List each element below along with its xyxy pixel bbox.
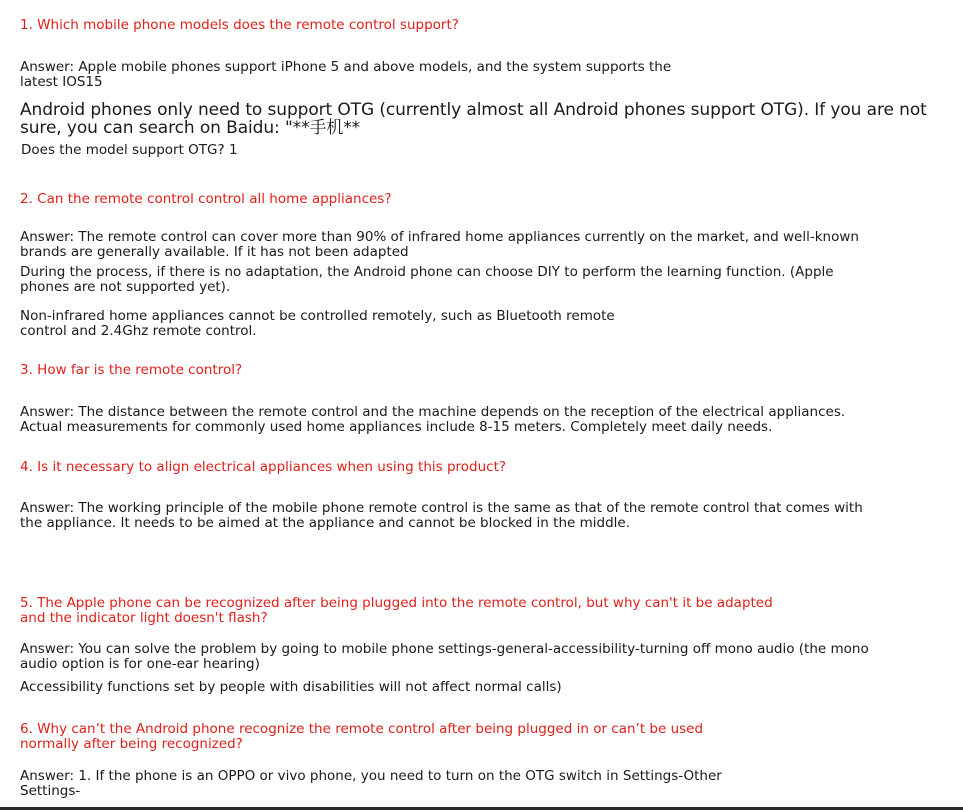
faq-answer-1-part-3: Does the model support OTG? 1: [21, 142, 238, 158]
faq-answer-6: Answer: 1. If the phone is an OPPO or vivo phone, you need to turn on the OTG switch in Settings-Other Settings-: [20, 768, 722, 799]
faq-answer-4: Answer: The working principle of the mobile phone remote control is the same as that of the remote control that comes with the appliance. It needs to be aimed at the appliance and cannot be blocked in the middle.: [20, 500, 863, 531]
faq-answer-3: Answer: The distance between the remote control and the machine depends on the reception of the electrical appliances. Actual measurements for commonly used home appliances include 8-15 meters. Completely meet daily needs.: [20, 404, 846, 435]
faq-answer-2-part-1: Answer: The remote control can cover more than 90% of infrared home appliances currently on the market, and well-known brands are generally available. If it has not been adapted: [20, 229, 859, 260]
faq-question-6: 6. Why can’t the Android phone recognize the remote control after being plugged in or can’t be used normally after being recognized?: [20, 721, 704, 752]
faq-answer-5-part-2: Accessibility functions set by people with disabilities will not affect normal calls): [20, 679, 562, 695]
faq-answer-1-part-2: Android phones only need to support OTG (currently almost all Android phones support OTG). If you are not sure, you can search on Baidu: "**手机**: [20, 100, 927, 138]
faq-question-4: 4. Is it necessary to align electrical appliances when using this product?: [20, 459, 507, 475]
faq-answer-2-part-2: During the process, if there is no adaptation, the Android phone can choose DIY to perform the learning function. (Apple phones are not supported yet).: [20, 264, 834, 295]
faq-question-5: 5. The Apple phone can be recognized after being plugged into the remote control, but why can't it be adapted and the indicator light doesn't flash?: [20, 595, 773, 626]
faq-question-3: 3. How far is the remote control?: [20, 362, 243, 378]
faq-answer-2-part-3: Non-infrared home appliances cannot be controlled remotely, such as Bluetooth remote control and 2.4Ghz remote control.: [20, 308, 615, 339]
faq-question-2: 2. Can the remote control control all home appliances?: [20, 191, 392, 207]
faq-answer-1-part-1: Answer: Apple mobile phones support iPhone 5 and above models, and the system supports the latest IOS15: [20, 59, 672, 90]
faq-question-1: 1. Which mobile phone models does the remote control support?: [20, 17, 459, 33]
faq-answer-5-part-1: Answer: You can solve the problem by going to mobile phone settings-general-accessibility-turning off mono audio (the mono audio option is for one-ear hearing): [20, 641, 869, 672]
